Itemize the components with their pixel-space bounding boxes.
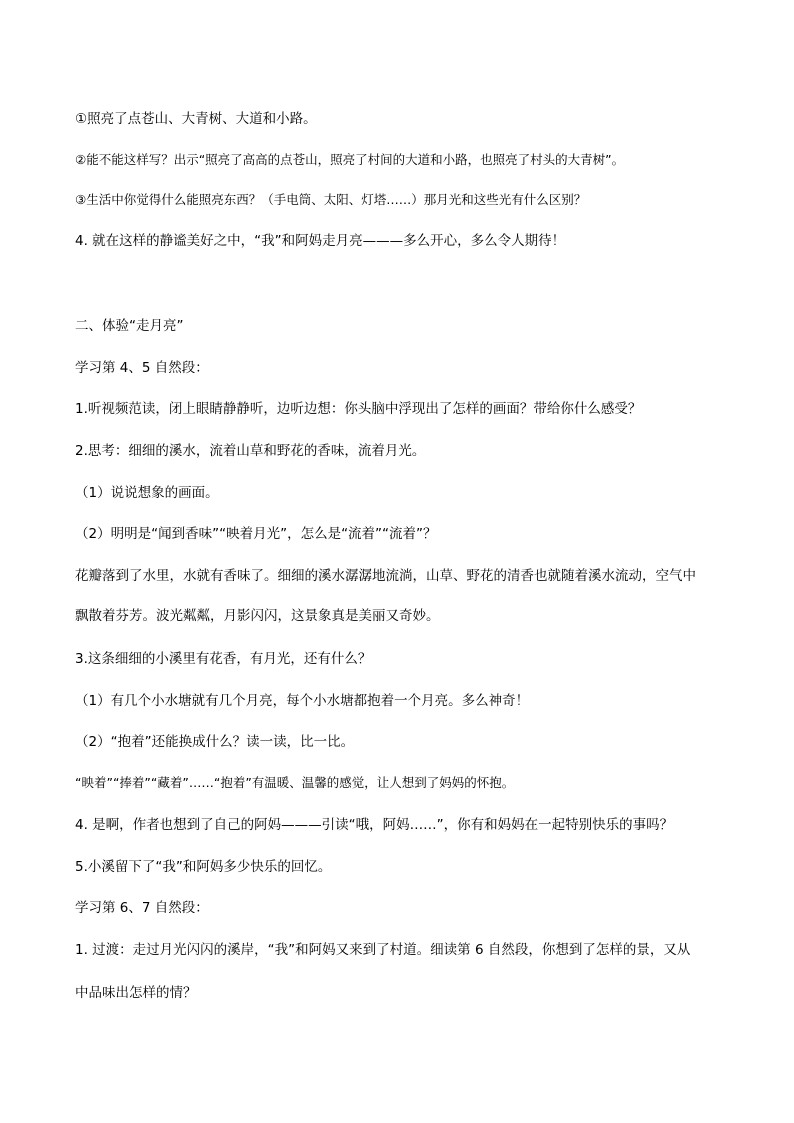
section-heading: 二、体验“走月亮” bbox=[75, 318, 184, 334]
text-line: （2）明明是“闻到香味”“映着月光”，怎么是“流着”“流着”？ bbox=[75, 526, 437, 542]
text-line: 学习第 4、5 自然段： bbox=[75, 360, 209, 376]
text-line: 1. 过渡：走过月光闪闪的溪岸，“我”和阿妈又来到了村道。细读第 6 自然段，你想到了怎样的景，又从 bbox=[75, 942, 691, 958]
text-line: （1）说说想象的画面。 bbox=[75, 485, 219, 501]
text-line: 1.听视频范读，闭上眼睛静静听，边听边想：你头脑中浮现出了怎样的画面？带给你什么感受？ bbox=[75, 401, 642, 417]
text-line: 2.思考：细细的溪水，流着山草和野花的香味，流着月光。 bbox=[75, 443, 426, 459]
text-line: 花瓣落到了水里，水就有香味了。细细的溪水潺潺地流淌，山草、野花的清香也就随着溪水流动，空气中 bbox=[75, 568, 696, 584]
text-line: ①照亮了点苍山、大青树、大道和小路。 bbox=[75, 111, 317, 127]
text-line: 学习第 6、7 自然段： bbox=[75, 900, 209, 916]
text-line: 中品味出怎样的情？ bbox=[75, 985, 197, 1001]
text-line: 5.小溪留下了“我”和阿妈多少快乐的回忆。 bbox=[75, 859, 332, 875]
text-line: 飘散着芬芳。波光粼粼，月影闪闪，这景象真是美丽又奇妙。 bbox=[75, 608, 440, 624]
text-line: 4. 是啊，作者也想到了自己的阿妈———引读“哦，阿妈……”，你有和妈妈在一起特别快乐的事吗？ bbox=[75, 817, 674, 833]
text-line: “映着”“捧着”“藏着”……“抱着”有温暖、温馨的感觉，让人想到了妈妈的怀抱。 bbox=[75, 775, 515, 790]
text-line: （2）“抱着”还能换成什么？读一读，比一比。 bbox=[75, 734, 355, 750]
text-line: （1）有几个小水塘就有几个月亮，每个小水塘都抱着一个月亮。多么神奇！ bbox=[75, 693, 530, 709]
text-line: ③生活中你觉得什么能照亮东西？（手电筒、太阳、灯塔……）那月光和这些光有什么区别？ bbox=[75, 192, 587, 207]
text-line: 3.这条细细的小溪里有花香，有月光，还有什么？ bbox=[75, 651, 372, 667]
text-line: 4. 就在这样的静谧美好之中，“我”和阿妈走月亮———多么开心，多么令人期待！ bbox=[75, 233, 566, 249]
text-line: ②能不能这样写？出示“照亮了高高的点苍山，照亮了村间的大道和小路，也照亮了村头的大青树”。 bbox=[75, 152, 625, 167]
